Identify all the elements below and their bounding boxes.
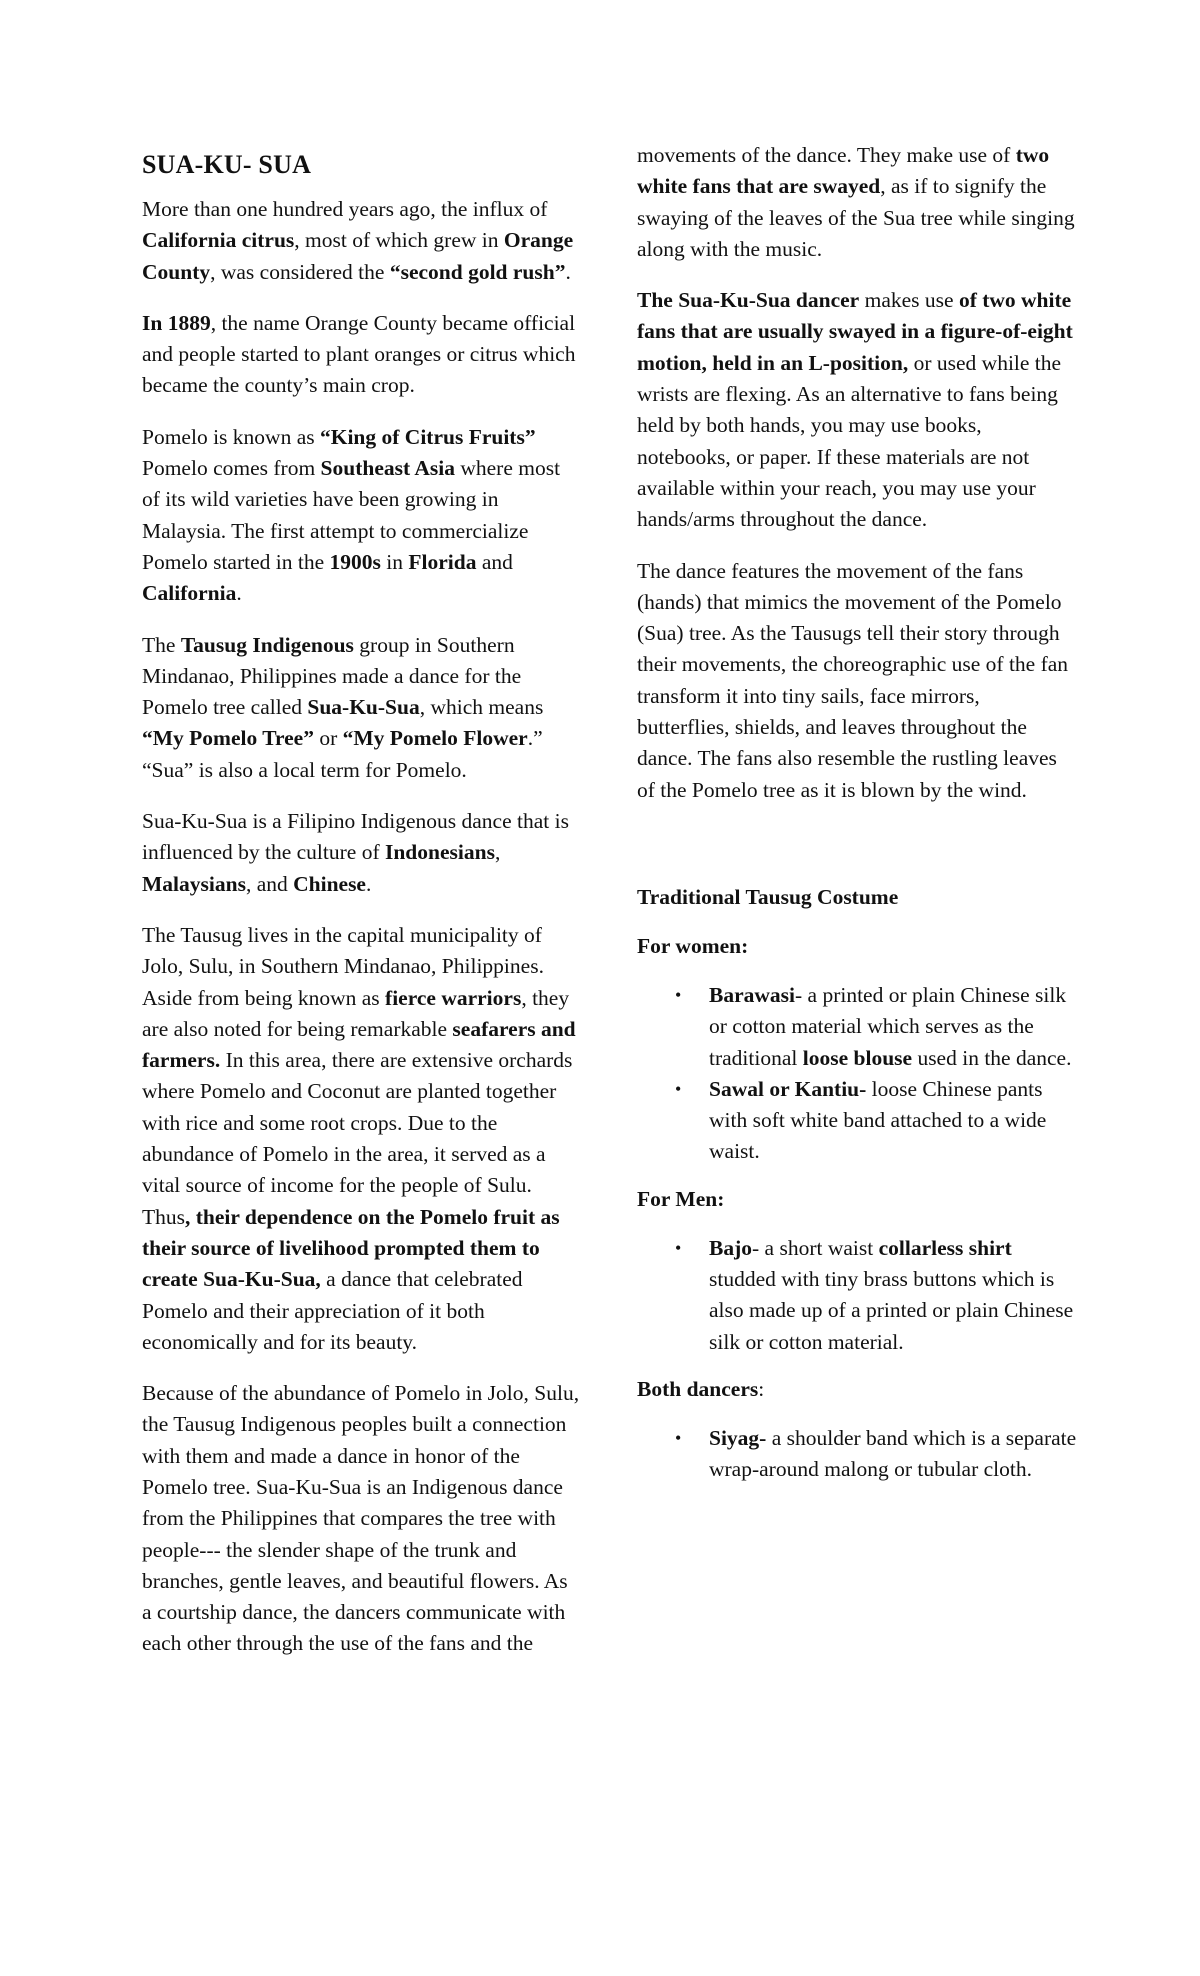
bold-text: “second gold rush” xyxy=(389,259,566,284)
men-list xyxy=(637,1233,1077,1358)
paragraph: movements of the dance. They make use of two white fans that are swayed, as if to signify the swaying of the leaves of the Sua tree while singing along with the music. xyxy=(637,143,1075,261)
bold-text: of two white fans that are usually swayed in a figure-of-eight motion, held in an L-position, xyxy=(637,288,1073,375)
list-item: • Sawal or Kantiu- loose Chinese pants with soft white band attached to a wide waist. xyxy=(637,1074,1077,1168)
bold-text: Chinese xyxy=(293,871,366,896)
bold-text: In 1889 xyxy=(142,310,211,335)
bold-text: loose blouse xyxy=(802,1045,913,1070)
bold-text: Indonesians xyxy=(384,840,495,865)
bold-text: “King of Citrus Fruits” xyxy=(319,424,536,449)
right-column xyxy=(637,140,1077,1502)
page-title: SUA-KU- SUA xyxy=(142,150,312,179)
bold-text: , their dependence on the Pomelo fruit as their source of livelihood prompted them to create Sua-Ku-Sua, xyxy=(142,1204,560,1292)
men-label: For Men: xyxy=(637,1186,725,1211)
bold-text: The Sua-Ku-Sua dancer xyxy=(637,288,860,313)
women-label: For women: xyxy=(637,933,749,958)
bold-text: California citrus xyxy=(142,228,295,253)
bold-text: collarless shirt xyxy=(878,1235,1012,1260)
paragraph: The Sua-Ku-Sua dancer makes use of two white fans that are usually swayed in a figure-of-eight motion, held in an L-position, or used while the wrists are flexing. As an alternative to fans being held by both hands, you may use books, notebooks, or paper. If these materials are not available within your reach, you may use your hands/arms throughout the dance. xyxy=(637,288,1073,532)
both-dancers-label: Both dancers: xyxy=(637,1376,765,1401)
paragraph: The dance features the movement of the fans (hands) that mimics the movement of the Pomelo (Sua) tree. As the Tausugs tell their story through their movements, the choreographic use of the fan transform it into tiny sails, face mirrors, butterflies, shields, and leaves throughout the dance. The fans also resemble the rustling leaves of the Pomelo tree as it is blown by the wind. xyxy=(637,558,1069,802)
bold-text: Florida xyxy=(408,549,477,574)
paragraph: More than one hundred years ago, the influx of California citrus, most of which grew in Orange County, was considered the “second gold rush”. xyxy=(142,197,574,284)
bullet-icon: • xyxy=(675,1078,682,1099)
costume-heading: Traditional Tausug Costume xyxy=(637,884,899,909)
bold-text: seafarers and farmers. xyxy=(142,1016,576,1073)
left-column xyxy=(142,140,582,1680)
bold-text: “My Pomelo Flower xyxy=(342,726,528,751)
women-list xyxy=(637,980,1077,1168)
list-item: • Siyag- a shoulder band which is a separate wrap-around malong or tubular cloth. xyxy=(637,1423,1077,1486)
bold-text: 1900s xyxy=(329,549,381,574)
bold-text: Orange County xyxy=(142,228,574,284)
bold-text: Malaysians xyxy=(142,871,246,896)
bullet-icon: • xyxy=(675,1427,682,1448)
bold-text: Bajo xyxy=(709,1235,752,1260)
bold-text: Siyag- xyxy=(709,1425,767,1450)
bold-text: Sawal or Kantiu- xyxy=(709,1076,867,1101)
bullet-icon: • xyxy=(675,1237,682,1258)
both-dancers-list xyxy=(637,1423,1077,1486)
bold-text: Southeast Asia xyxy=(320,456,455,481)
paragraph: Sua-Ku-Sua is a Filipino Indigenous dance that is influenced by the culture of Indonesians, Malaysians, and Chinese. xyxy=(142,809,569,896)
paragraph: The Tausug lives in the capital municipality of Jolo, Sulu, in Southern Mindanao, Philippines. Aside from being known as fierce warriors, they are also noted for being remarkable seafarers and farmers. In this area, there are extensive orchards where Pomelo and Coconut are planted together with rice and some root crops. Due to the abundance of Pomelo in the area, it served as a vital source of income for the people of Sulu. Thus, their dependence on the Pomelo fruit as their source of livelihood prompted them to create Sua-Ku-Sua, a dance that celebrated Pomelo and their appreciation of it both economically and for its beauty. xyxy=(142,922,576,1354)
bullet-icon: • xyxy=(675,984,682,1005)
bold-text: two white fans that are swayed xyxy=(637,143,1050,199)
paragraph: The Tausug Indigenous group in Southern Mindanao, Philippines made a dance for the Pomelo tree called Sua-Ku-Sua, which means “My Pomelo Tree” or “My Pomelo Flower.” “Sua” is also a local term for Pomelo. xyxy=(142,632,544,782)
bold-text: “My Pomelo Tree” xyxy=(142,726,314,751)
bold-text: Tausug Indigenous xyxy=(180,632,354,657)
paragraph: Because of the abundance of Pomelo in Jolo, Sulu, the Tausug Indigenous peoples built a connection with them and made a dance in honor of the Pomelo tree. Sua-Ku-Sua is an Indigenous dance from the Philippines that compares the tree with people--- the slender shape of the trunk and branches, gentle leaves, and beautiful flowers. As a courtship dance, the dancers communicate with each other through the use of the fans and the xyxy=(142,1381,580,1656)
list-item: • Bajo- a short waist collarless shirt studded with tiny brass buttons which is also made up of a printed or plain Chinese silk or cotton material. xyxy=(637,1233,1077,1358)
bold-text: California xyxy=(142,581,237,606)
paragraph: Pomelo is known as “King of Citrus Fruits” Pomelo comes from Southeast Asia where most of its wild varieties have been growing in Malaysia. The first attempt to commercialize Pomelo started in the 1900s in Florida and California. xyxy=(142,424,561,606)
section-spacer xyxy=(637,826,1077,882)
bold-text: fierce warriors xyxy=(385,985,522,1010)
bold-text: Barawasi xyxy=(709,982,795,1007)
paragraph: In 1889, the name Orange County became official and people started to plant oranges or citrus which became the county’s main crop. xyxy=(142,310,576,398)
list-item: • Barawasi- a printed or plain Chinese silk or cotton material which serves as the traditional loose blouse used in the dance. xyxy=(637,980,1077,1074)
bold-text: Sua-Ku-Sua xyxy=(307,695,420,720)
